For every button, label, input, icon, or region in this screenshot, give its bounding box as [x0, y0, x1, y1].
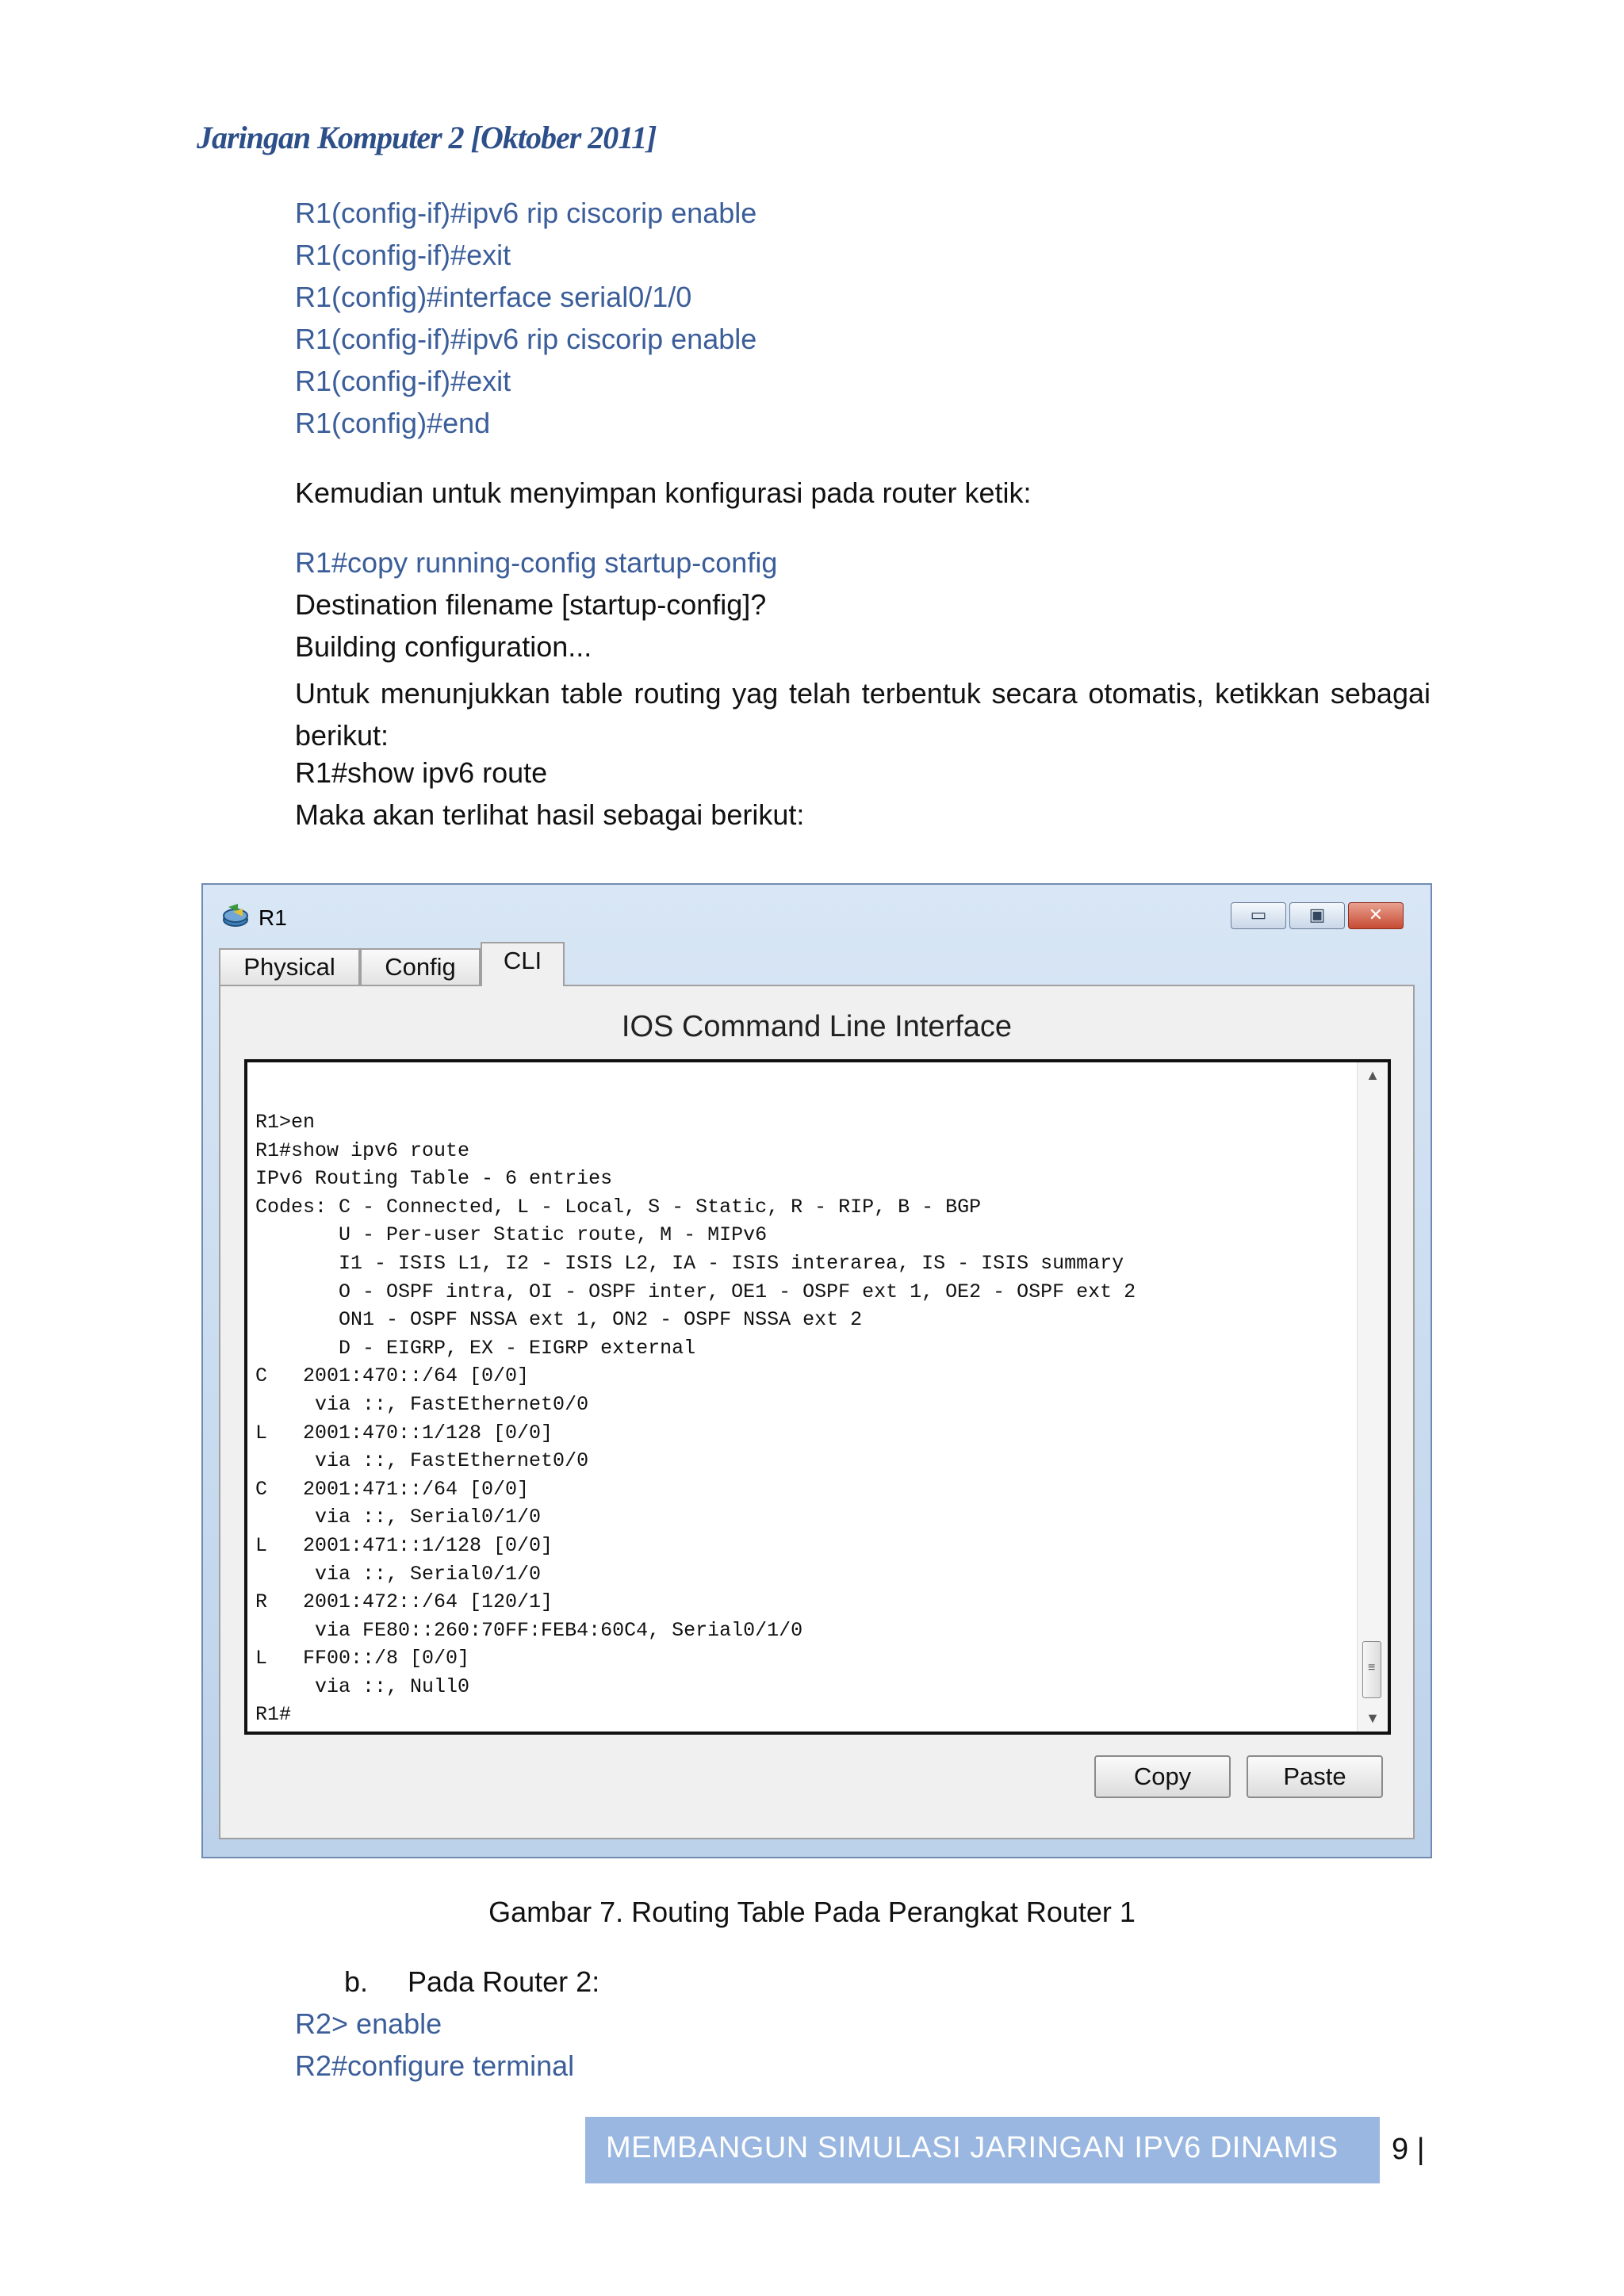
command-line: R1(config)#interface serial0/1/0: [295, 281, 692, 313]
terminal-line: R1#: [255, 1703, 292, 1727]
terminal-lines: [255, 1108, 1136, 1729]
terminal-line: I1 - ISIS L1, I2 - ISIS L2, IA - ISIS interarea, IS - ISIS summary: [255, 1251, 1124, 1275]
result-text: Maka akan terlihat hasil sebagai berikut:: [295, 798, 805, 831]
panel-title: IOS Command Line Interface: [621, 1010, 1013, 1043]
tab-config[interactable]: Config: [360, 948, 481, 985]
maximize-button[interactable]: ▣: [1289, 902, 1345, 929]
terminal-line: Codes: C - Connected, L - Local, S - Static, R - RIP, B - BGP: [255, 1195, 982, 1219]
terminal-line: via FE80::260:70FF:FEB4:60C4, Serial0/1/0: [255, 1618, 803, 1642]
terminal-line: R1>en: [255, 1111, 316, 1134]
terminal-line: O - OSPF intra, OI - OSPF inter, OE1 - OSPF ext 1, OE2 - OSPF ext 2: [255, 1280, 1136, 1303]
command-line: R1(config-if)#exit: [295, 239, 511, 271]
terminal-line: C 2001:471::/64 [0/0]: [255, 1477, 530, 1501]
save-instruction: Kemudian untuk menyimpan konfigurasi pada router ketik:: [295, 476, 1032, 509]
window-title: R1: [259, 905, 287, 930]
terminal-scrollbar[interactable]: [1357, 1062, 1388, 1732]
show-instruction: Untuk menunjukkan table routing yag telah terbentuk secara otomatis, ketikkan sebagai berikut:: [295, 677, 1431, 752]
copy-command: R1#copy running-config startup-config: [295, 546, 778, 579]
grip-icon: ≡: [1368, 1661, 1376, 1674]
terminal-line: D - EIGRP, EX - EIGRP external: [255, 1336, 696, 1360]
scroll-thumb[interactable]: [1362, 1641, 1381, 1698]
command-line: R2#configure terminal: [295, 2049, 575, 2082]
command-line: R1(config-if)#ipv6 rip ciscorip enable: [295, 197, 757, 229]
terminal-line: via ::, Serial0/1/0: [255, 1562, 542, 1586]
footer-bar: [585, 2117, 1380, 2183]
terminal-line: via ::, FastEthernet0/0: [255, 1392, 589, 1416]
minimize-button[interactable]: ▭: [1231, 902, 1286, 929]
terminal-line: via ::, FastEthernet0/0: [255, 1449, 589, 1473]
footer-title: MEMBANGUN SIMULASI JARINGAN IPV6 DINAMIS: [606, 2131, 1339, 2164]
page-number: 9 |: [1392, 2133, 1425, 2166]
terminal-line: C 2001:470::/64 [0/0]: [255, 1364, 530, 1388]
figure-caption: Gambar 7. Routing Table Pada Perangkat Router 1: [488, 1896, 1136, 1928]
command-line: R1(config)#end: [295, 407, 491, 439]
show-command: R1#show ipv6 route: [295, 756, 548, 789]
terminal-line: via ::, Null0: [255, 1674, 470, 1698]
terminal-line: R 2001:472::/64 [120/1]: [255, 1590, 553, 1614]
tab-physical[interactable]: Physical: [219, 948, 360, 985]
terminal-line: via ::, Serial0/1/0: [255, 1506, 542, 1529]
terminal-line: IPv6 Routing Table - 6 entries: [255, 1167, 613, 1191]
copy-button[interactable]: Copy: [1094, 1755, 1231, 1798]
command-line: R2> enable: [295, 2007, 442, 2040]
building-status: Building configuration...: [295, 630, 592, 663]
terminal-line: ON1 - OSPF NSSA ext 1, ON2 - OSPF NSSA ext 2: [255, 1308, 863, 1332]
terminal-line: L FF00::/8 [0/0]: [255, 1647, 470, 1670]
close-button[interactable]: ✕: [1348, 902, 1404, 929]
cli-panel: [219, 985, 1415, 1839]
command-line: R1(config-if)#ipv6 rip ciscorip enable: [295, 323, 757, 355]
command-line: R1(config-if)#exit: [295, 365, 511, 397]
paste-button[interactable]: Paste: [1247, 1755, 1383, 1798]
terminal-line: R1#show ipv6 route: [255, 1138, 470, 1162]
scroll-up-icon[interactable]: ▲: [1365, 1067, 1380, 1083]
subsection-heading: b. Pada Router 2:: [344, 1965, 600, 1998]
tab-cli[interactable]: CLI: [481, 942, 565, 986]
page-header: Jaringan Komputer 2 [Oktober 2011]: [197, 120, 657, 155]
terminal-line: U - Per-user Static route, M - MIPv6: [255, 1223, 768, 1247]
terminal-line: L 2001:471::1/128 [0/0]: [255, 1533, 553, 1557]
router-icon: [220, 902, 251, 929]
terminal-output[interactable]: [244, 1059, 1391, 1735]
destination-prompt: Destination filename [startup-config]?: [295, 588, 767, 621]
scroll-down-icon[interactable]: ▼: [1365, 1710, 1380, 1726]
terminal-line: L 2001:470::1/128 [0/0]: [255, 1421, 553, 1445]
router-window: [201, 883, 1432, 1858]
